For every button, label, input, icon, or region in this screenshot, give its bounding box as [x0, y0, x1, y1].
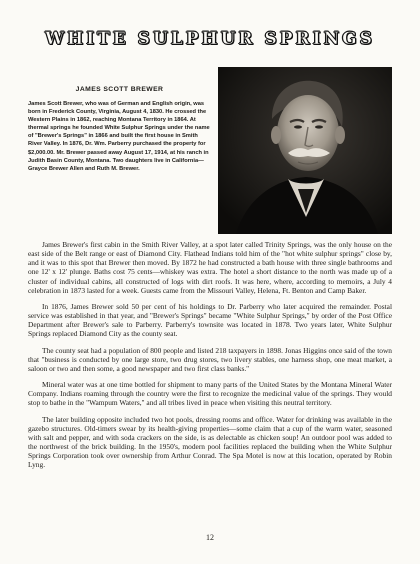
paragraph: James Brewer's first cabin in the Smith River Valley, at a spot later called Trinity Springs, was the only house on the east side of the Belt range or east of Diamond City. Flathead Indians told him of the "hot white sulphur springs" close by, and it was to this spot that Brewer then moved. By 1872 he had constructed a bath house with three single bathrooms and one 12' x 12' plunge. Baths cost 75 cents—whiskey was extra. The hotel a short distance to the north was made up of a cluster of individual cabins, all constructed of logs with dirt roofs. It was here, where, according to memoirs, a July 4 celebration in 1873 lasted for a week. Guests came from the Missouri Valley, Helena, Ft. Benton and Camp Baker. [28, 240, 392, 295]
paragraph: The later building opposite included two hot pools, dressing rooms and office. Water for drinking was available in the gazebo structures. Old-timers swear by its health-giving properties—some claim that a cup of the warm water, seasoned with salt and pepper, and with soda crackers on the side, is as delectable as chicken soup! An outdoor pool was added to the northwest of the brick building. In the 1950's, modern pool facilities replaced the building when the White Sulphur Springs Corporation took over ownership from Arthur Conrad. The Spa Motel is now at this location, operated by Robin Lyng. [28, 414, 392, 470]
portrait-photo [218, 67, 392, 234]
page-title: WHITE SULPHUR SPRINGS [45, 29, 375, 49]
paragraph: The county seat had a population of 800 people and listed 218 taxpayers in 1898. Jonas Higgins once said of the town that "business is conducted by one large store, two drug stores, two livery stables, one harness shop, one meat market, a saloon or two and then some, a good newspaper and two first class banks." [28, 345, 392, 373]
caption-text: James Scott Brewer, who was of German and English origin, was born in Frederick County, Virginia, August 4, 1830. He crossed the Western Plains in 1862, reaching Montana Territory in 1864. At thermal springs he founded White Sulphur Springs under the name of "Brewer's Springs" in 1866 and built the first house in Smith River Valley. In 1876, Dr. Wm. Parberry purchased the property for $2,000.00. Mr. Brewer passed away August 17, 1914, at his ranch in Judith Basin County, Montana. Two daughters live in California—Grayce Brewer Allen and Ruth M. Brewer. [28, 101, 210, 172]
article-body [28, 240, 392, 476]
portrait-illustration [218, 67, 392, 234]
paragraph: In 1876, James Brewer sold 50 per cent of his holdings to Dr. Parberry who later acquired the remainder. Postal service was established in that year, and "Brewer's Springs" became "White Sulphur Springs," by order of the Post Office Department after Brewer's sale to Parberry. Parberry's townsite was located in 1878. Two years later, White Sulphur Springs replaced Diamond City as the county seat. [28, 301, 392, 339]
portrait-caption [28, 86, 211, 173]
paragraph: Mineral water was at one time bottled for shipment to many parts of the United States by the Montana Mineral Water Company. Indians roaming through the country were the first to recognize the medicinal value of the springs. They would stop to bathe in the "Wampum Waters," and all tribes lived in peace when visiting this neutral territory. [28, 380, 392, 408]
caption-name: JAMES SCOTT BREWER [75, 86, 164, 93]
page-number: 12 [206, 533, 214, 542]
